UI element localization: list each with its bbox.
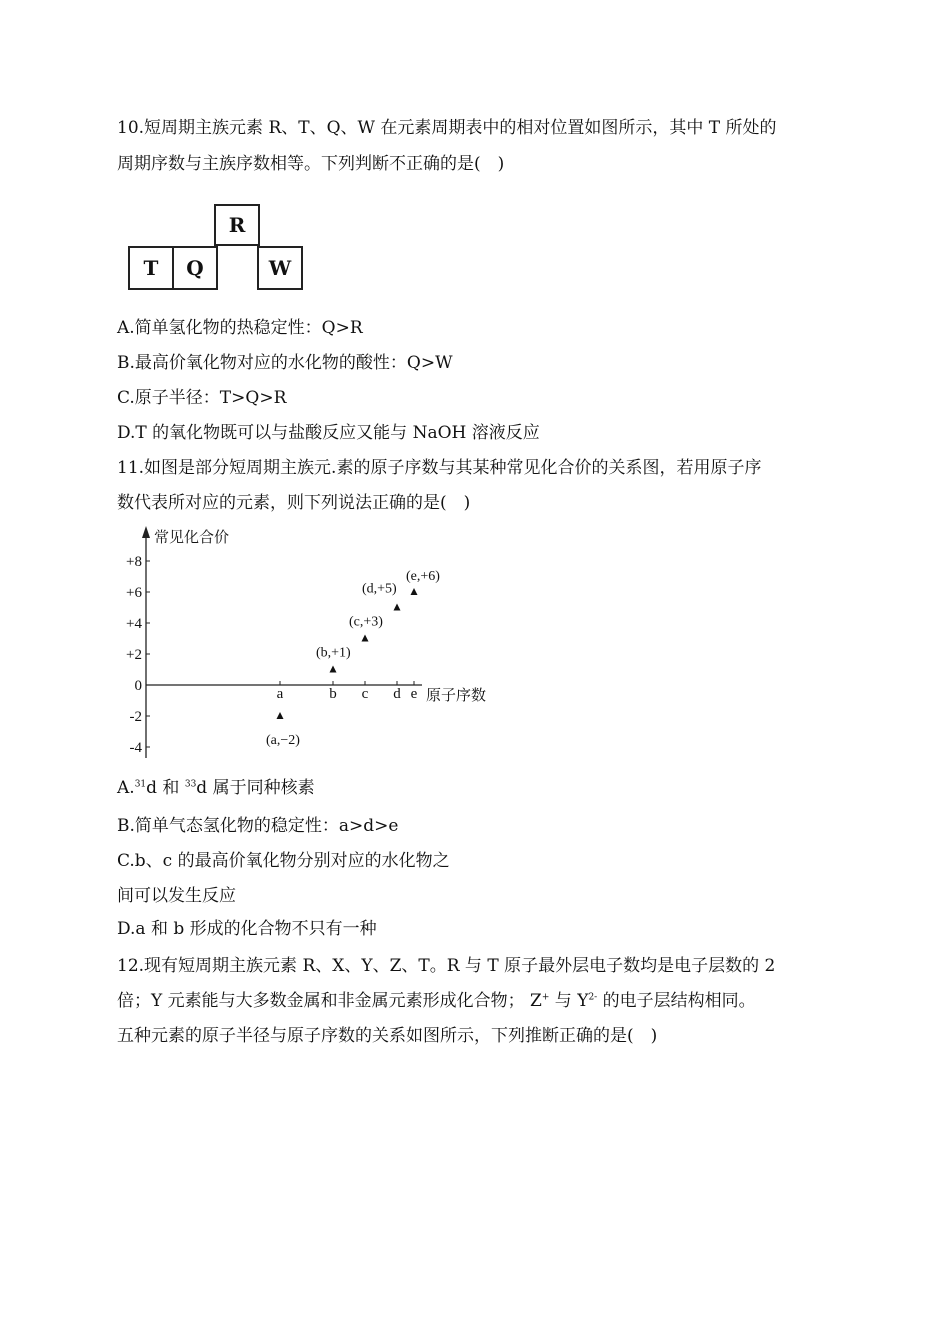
- q10-option-c: C.原子半径：T>Q>R: [117, 388, 287, 408]
- q12-stem-line2: [117, 990, 756, 1012]
- q11-option-a-prefix: A.: [117, 778, 135, 798]
- q12-stem-line1: 12.现有短周期主族元素 R、X、Y、Z、T。R 与 T 原子最外层电子数均是电子层数的 2: [117, 956, 776, 976]
- x-tick-label: d: [393, 686, 401, 702]
- data-label: (d,+5): [362, 581, 397, 597]
- y-axis-label: 常见化合价: [154, 530, 230, 546]
- y-tick-label: +4: [126, 616, 142, 632]
- q11-option-d: D.a 和 b 形成的化合物不只有一种: [117, 919, 377, 939]
- x-tick-label: a: [276, 686, 284, 702]
- cell-t: T: [128, 246, 174, 290]
- q10-stem-line1: 10.短周期主族元素 R、T、Q、W 在元素周期表中的相对位置如图所示，其中 T 所处的: [117, 118, 777, 138]
- q10-option-d: D.T 的氧化物既可以与盐酸反应又能与 NaOH 溶液反应: [117, 423, 540, 443]
- q12-stem-line3: 五种元素的原子半径与原子序数的关系如图所示，下列推断正确的是( ): [117, 1026, 658, 1046]
- x-axis-label: 原子序数: [426, 688, 487, 704]
- data-label: (b,+1): [316, 645, 351, 661]
- q12-line2-end: 的电子层结构相同。: [597, 991, 756, 1011]
- q12-connector: 与: [549, 991, 578, 1011]
- q11-option-c-line1: C.b、c 的最高价氧化物分别对应的水化物之: [117, 851, 450, 871]
- y-axis-arrow: [142, 526, 150, 538]
- mass-number-31: 31: [134, 779, 147, 790]
- data-label: (e,+6): [406, 569, 440, 584]
- q11-stem-line1: 11.如图是部分短周期主族元.素的原子序数与其某种常见化合价的关系图，若用原子序: [117, 458, 762, 478]
- data-point: [411, 588, 418, 595]
- data-point: [362, 635, 369, 642]
- cell-q: Q: [172, 246, 218, 290]
- mass-number-33: 33: [184, 779, 197, 790]
- q11-option-a-part1: d 和: [146, 778, 185, 798]
- data-point: [277, 712, 284, 719]
- q10-option-a: A.简单氢化物的热稳定性：Q>R: [117, 318, 363, 338]
- x-tick-label: c: [361, 686, 369, 702]
- y-tick-label: +6: [126, 585, 142, 601]
- data-point: [394, 604, 401, 611]
- q12-line2-start: 倍；Y 元素能与大多数金属和非金属元素形成化合物；: [117, 991, 525, 1011]
- cell-w: W: [257, 246, 303, 290]
- ion-z: Z: [530, 991, 542, 1011]
- y-tick-label: +8: [126, 554, 142, 570]
- y-tick-label: 0: [134, 678, 142, 694]
- data-label: (a,−2): [266, 733, 300, 748]
- q11-option-b: B.简单气态氢化物的稳定性：a>d>e: [117, 816, 399, 836]
- x-tick-label: e: [410, 686, 418, 702]
- cell-r: R: [214, 204, 260, 246]
- x-tick-label: b: [329, 686, 337, 702]
- q11-option-a-part2: d 属于同种核素: [196, 778, 315, 798]
- q11-stem-line2: 数代表所对应的元素，则下列说法正确的是( ): [117, 493, 471, 513]
- y-tick-label: -2: [129, 709, 142, 725]
- data-label: (c,+3): [349, 614, 383, 630]
- q10-stem-line2: 周期序数与主族序数相等。下列判断不正确的是( ): [117, 154, 505, 174]
- q11-option-c-line2: 间可以发生反应: [117, 886, 236, 906]
- ion-y-charge: 2-: [588, 992, 598, 1003]
- y-tick-label: -4: [129, 740, 142, 756]
- data-point: [330, 666, 337, 673]
- ion-y: Y: [577, 991, 589, 1011]
- valence-chart: [112, 520, 512, 765]
- q10-option-b: B.最高价氧化物对应的水化物的酸性：Q>W: [117, 353, 453, 373]
- q11-option-a: [117, 777, 315, 799]
- y-tick-label: +2: [126, 647, 142, 663]
- ion-z-charge: +: [541, 992, 550, 1003]
